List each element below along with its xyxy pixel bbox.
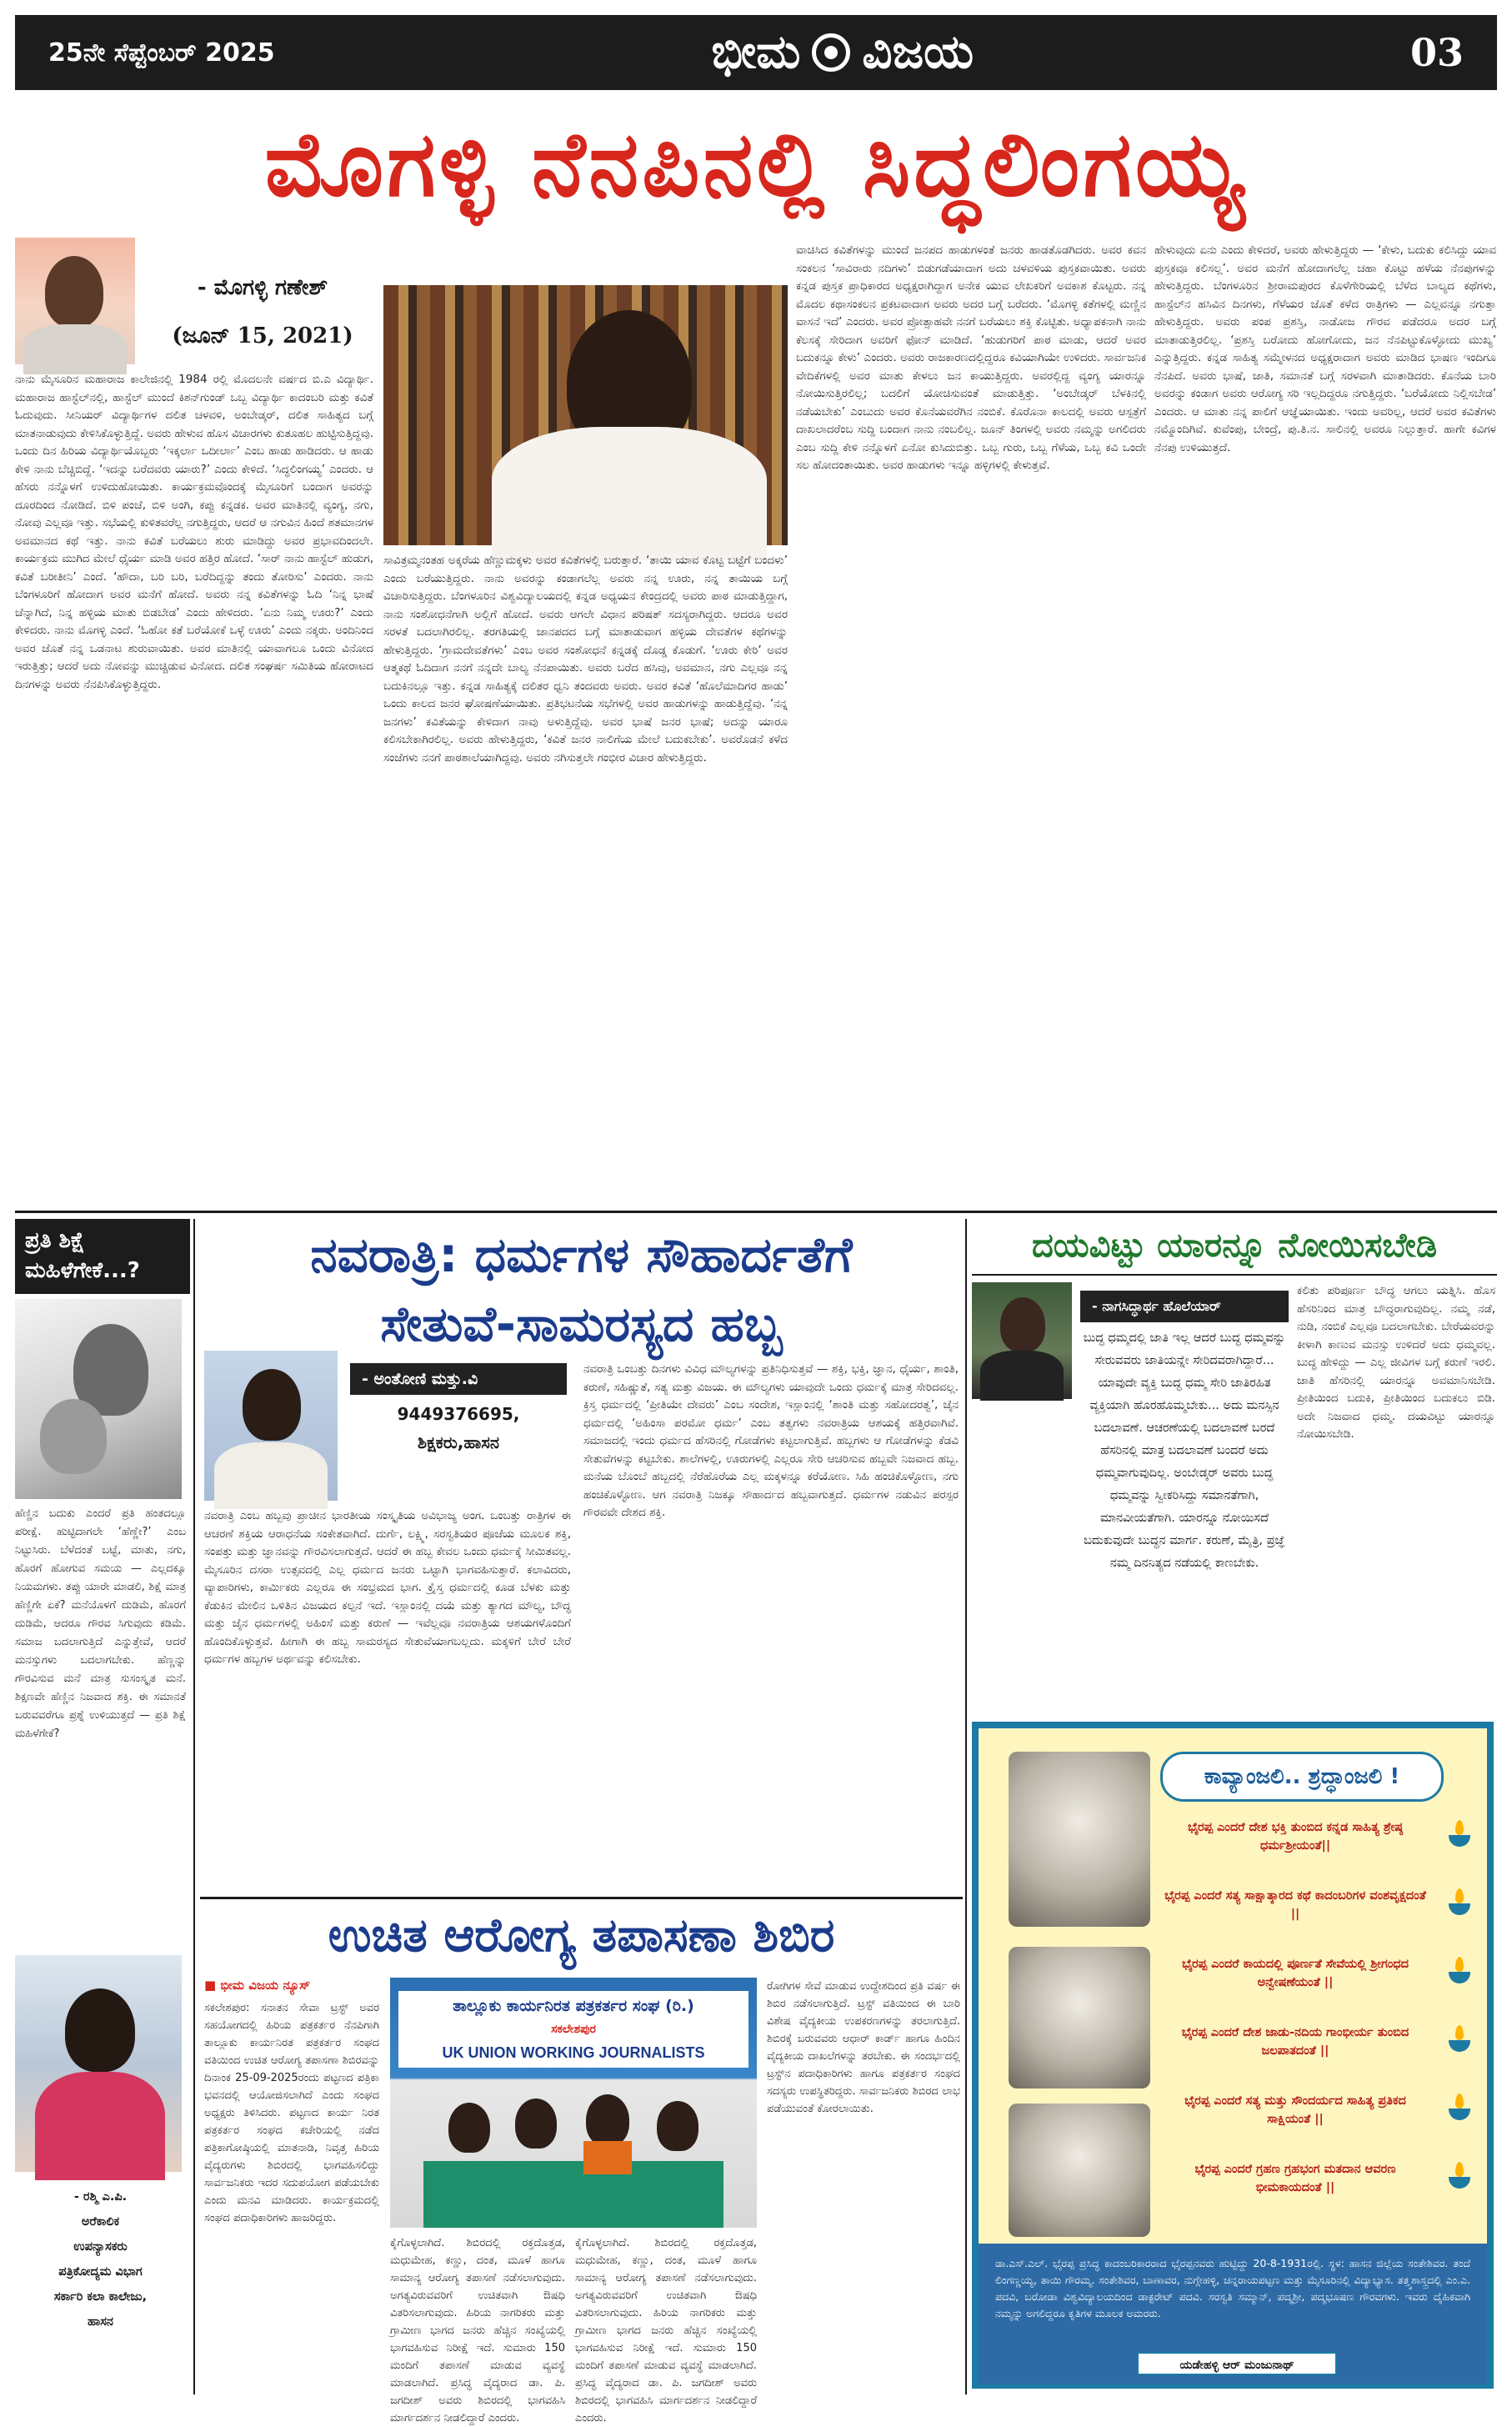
health-camp-column-2b (575, 2234, 757, 2424)
column-rule-right (965, 1219, 967, 2394)
press-meet-photo (390, 1978, 757, 2228)
navaratri-text-1: ನವರಾತ್ರಿ ಎಂಬ ಹಬ್ಬವು ಪ್ರಾಚೀನ ಭಾರತೀಯ ಸಂಸ್ಕೃತಿಯ ಅವಿಭಾಜ್ಯ ಅಂಗ. ಒಂಬತ್ತು ರಾತ್ರಿಗಳ ಈ ಆಚರಣೆ ಶಕ್ತಿಯ ಆರಾಧನೆಯ ಸಂಕೇತವಾಗಿದೆ. ದುರ್ಗೆ, ಲಕ್ಷ್ಮಿ, ಸರಸ್ವತಿಯರ ಪೂಜೆಯ ಮೂಲಕ ಶಕ್ತಿ, ಸಂಪತ್ತು ಮತ್ತು ಜ್ಞಾನವನ್ನು ಗೌರವಿಸಲಾಗುತ್ತದೆ. ಆದರೆ ಈ ಹಬ್ಬ ಕೇವಲ ಒಂದು ಧರ್ಮಕ್ಕೆ ಸೀಮಿತವಲ್ಲ. ಮೈಸೂರಿನ ದಸರಾ ಉತ್ಸವದಲ್ಲಿ ಎಲ್ಲ ಧರ್ಮದ ಜನರು ಒಟ್ಟಾಗಿ ಭಾಗವಹಿಸುತ್ತಾರೆ. ಕಲಾವಿದರು, ವ್ಯಾಪಾರಿಗಳು, ಕಾರ್ಮಿಕರು ಎಲ್ಲರೂ ಈ ಸಂಭ್ರಮದ ಭಾಗ. ಕ್ರೈಸ್ತ ಧರ್ಮದಲ್ಲಿ ಕೂಡ ಬೆಳಕು ಮತ್ತು ಕೆಡುಕಿನ ಮೇಲಿನ ಒಳಿತಿನ ವಿಜಯದ ಕಲ್ಪನೆ ಇದೆ. ಇಸ್ಲಾಂನಲ್ಲಿ ದಯೆ ಮತ್ತು ತ್ಯಾಗದ ಮೌಲ್ಯ, ಬೌದ್ಧ ಮತ್ತು ಜೈನ ಧರ್ಮಗಳಲ್ಲಿ ಅಹಿಂಸೆ ಮತ್ತು ಕರುಣೆ — ಇವೆಲ್ಲವೂ ನವರಾತ್ರಿಯ ಆಶಯಗಳೊಂದಿಗೆ ಹೊಂದಿಕೊಳ್ಳುತ್ತವೆ. ಹೀಗಾಗಿ ಈ ಹಬ್ಬ ಸಾಮರಸ್ಯದ ಸೇತುವೆಯಾಗಬಲ್ಲದು. ಮಕ್ಕಳಿಗೆ ಬೇರೆ ಬೇರೆ ಧರ್ಮಗಳ ಹಬ್ಬಗಳ ಅರ್ಥವನ್ನು ಕಲಿಸಬೇಕು. (204, 1509, 571, 1666)
lead-column-4 (1154, 242, 1496, 1205)
tribute-line-4: ಭೈರಪ್ಪ ಎಂದರೆ ದೇಶ ಜಾಡು-ನದಿಯ ಗಾಂಭೀರ್ಯ ತುಂಬಿದ ಜಲಪಾತದಂತೆ || (1181, 2026, 1409, 2058)
tribute-title: ಕಾವ್ಯಾಂಜಲಿ.. ಶ್ರದ್ಧಾಂಜಲಿ ! (1160, 1752, 1444, 1802)
health-camp-text-2: ಕೈಗೊಳ್ಳಲಾಗಿದೆ. ಶಿಬಿರದಲ್ಲಿ ರಕ್ತದೊತ್ತಡ, ಮಧುಮೇಹ, ಕಣ್ಣು, ದಂತ, ಮೂಳೆ ಹಾಗೂ ಸಾಮಾನ್ಯ ಆರೋಗ್ಯ ತಪಾಸಣೆ ನಡೆಸಲಾಗುವುದು. ಅಗತ್ಯವಿರುವವರಿಗೆ ಉಚಿತವಾಗಿ ಔಷಧಿ ವಿತರಿಸಲಾಗುವುದು. ಹಿರಿಯ ನಾಗರಿಕರು ಮತ್ತು ಗ್ರಾಮೀಣ ಭಾಗದ ಜನರು ಹೆಚ್ಚಿನ ಸಂಖ್ಯೆಯಲ್ಲಿ ಭಾಗವಹಿಸುವ ನಿರೀಕ್ಷೆ ಇದೆ. ಸುಮಾರು 150 ಮಂದಿಗೆ ತಪಾಸಣೆ ಮಾಡುವ ವ್ಯವಸ್ಥೆ ಮಾಡಲಾಗಿದೆ. ಪ್ರಸಿದ್ಧ ವೈದ್ಯರಾದ ಡಾ. ಪಿ. ಜಗದೀಶ್ ಅವರು ಶಿಬಿರದಲ್ಲಿ ಭಾಗವಹಿಸಿ ಮಾರ್ಗದರ್ಶನ ನೀಡಲಿದ್ದಾರೆ ಎಂದರು. (390, 2237, 565, 2424)
masthead (15, 15, 1497, 90)
lamp-icon (1449, 1820, 1470, 1853)
woman-text: ಹೆಣ್ಣಿನ ಬದುಕು ಎಂದರೆ ಪ್ರತಿ ಹಂತದಲ್ಲೂ ಪರೀಕ್ಷೆ. ಹುಟ್ಟಿದಾಗಲೇ ‘ಹೆಣ್ಣೇ?’ ಎಂಬ ನಿಟ್ಟುಸಿರು. ಬೆಳೆದಂತೆ ಬಟ್ಟೆ, ಮಾತು, ನಗು, ಹೊರಗೆ ಹೋಗುವ ಸಮಯ — ಎಲ್ಲದಕ್ಕೂ ನಿಯಮಗಳು. ತಪ್ಪು ಯಾರೇ ಮಾಡಲಿ, ಶಿಕ್ಷೆ ಮಾತ್ರ ಹೆಣ್ಣಿಗೇ ಏಕೆ? ಮನೆಯೊಳಗೆ ದುಡಿಮೆ, ಹೊರಗೆ ದುಡಿಮೆ, ಆದರೂ ಗೌರವ ಸಿಗುವುದು ಕಡಿಮೆ. ಸಮಾಜ ಬದಲಾಗುತ್ತಿದೆ ಎನ್ನುತ್ತೇವೆ, ಆದರೆ ಮನಸ್ಸುಗಳು ಬದಲಾಗಬೇಕು. ಹೆಣ್ಣನ್ನು ಗೌರವಿಸುವ ಮನೆ ಮಾತ್ರ ಸುಸಂಸ್ಕೃತ ಮನೆ. ಶಿಕ್ಷಣವೇ ಹೆಣ್ಣಿನ ನಿಜವಾದ ಶಕ್ತಿ. ಈ ಸಮಾನತೆ ಬರುವವರೆಗೂ ಪ್ರಶ್ನೆ ಉಳಿಯುತ್ತದೆ — ಪ್ರತಿ ಶಿಕ್ಷೆ ಮಹಿಳೆಗೇಕೆ? (15, 1507, 186, 1740)
woman-box-text (15, 1505, 186, 1947)
woman-box-heading (15, 1219, 190, 1294)
health-camp-column-3 (767, 1978, 960, 2391)
author-photo (15, 238, 135, 364)
chakra-icon (812, 33, 850, 72)
navaratri-column-2 (583, 1361, 959, 1891)
nagasiddartha-photo (972, 1282, 1072, 1399)
health-camp-text-3: ರೋಗಿಗಳ ಸೇವೆ ಮಾಡುವ ಉದ್ದೇಶದಿಂದ ಪ್ರತಿ ವರ್ಷ ಈ ಶಿಬಿರ ನಡೆಸಲಾಗುತ್ತಿದೆ. ಟ್ರಸ್ಟ್ ವತಿಯಿಂದ ಈ ಬಾರಿ ವಿಶೇಷ ವೈದ್ಯಕೀಯ ಉಪಕರಣಗಳನ್ನು ತರಲಾಗುತ್ತಿದೆ. ಶಿಬಿರಕ್ಕೆ ಬರುವವರು ಆಧಾರ್ ಕಾರ್ಡ್ ಹಾಗೂ ಹಿಂದಿನ ವೈದ್ಯಕೀಯ ದಾಖಲೆಗಳನ್ನು ತರಬೇಕು. ಈ ಸಂದರ್ಭದಲ್ಲಿ ಟ್ರಸ್ಟ್‌ನ ಪದಾಧಿಕಾರಿಗಳು ಹಾಗೂ ಪತ್ರಕರ್ತರ ಸಂಘದ ಸದಸ್ಯರು ಉಪಸ್ಥಿತರಿದ್ದರು. ಸಾರ್ವಜನಿಕರು ಶಿಬಿರದ ಲಾಭ ಪಡೆಯುವಂತೆ ಕೋರಲಾಯಿತು. (767, 1980, 960, 2115)
lead-date: (ಜೂನ್ 15, 2021) (172, 323, 353, 349)
health-camp-column-2 (390, 2234, 565, 2424)
navaratri-phone: 9449376695, (397, 1404, 520, 1424)
navaratri-role: ಶಿಕ್ಷಕರು,ಹಾಸನ (418, 1432, 499, 1452)
lead-text-3: ವಾಚಿಸಿದ ಕವಿತೆಗಳನ್ನು ಮುಂದೆ ಜನಪದ ಹಾಡುಗಳಂತೆ ಜನರು ಹಾಡತೊಡಗಿದರು. ಅವರ ಕವನ ಸಂಕಲನ ‘ಸಾವಿರಾರು ನದಿಗಳು’ ಬಿಡುಗಡೆಯಾದಾಗ ಅದು ಚಳವಳಿಯ ಪುಸ್ತಕವಾಯಿತು. ಅವರು ಕನ್ನಡ ಪುಸ್ತಕ ಪ್ರಾಧಿಕಾರದ ಅಧ್ಯಕ್ಷರಾಗಿದ್ದಾಗ ಅನೇಕ ಯುವ ಲೇಖಕರಿಗೆ ಅವಕಾಶ ಕೊಟ್ಟರು. ನನ್ನ ಮೊದಲ ಕಥಾಸಂಕಲನ ಪ್ರಕಟವಾದಾಗ ಅವರು ಅದರ ಬಗ್ಗೆ ಬರೆದರು. ‘ಮೊಗಳ್ಳಿ ಕತೆಗಳಲ್ಲಿ ಮಣ್ಣಿನ ವಾಸನೆ ಇದೆ’ ಎಂದರು. ಅವರ ಪ್ರೋತ್ಸಾಹವೇ ನನಗೆ ಬರೆಯಲು ಶಕ್ತಿ ಕೊಟ್ಟಿತು. ಅಧ್ಯಾಪಕನಾಗಿ ನಾನು ಕೆಲಸಕ್ಕೆ ಸೇರಿದಾಗ ಅವರಿಗೆ ಫೋನ್ ಮಾಡಿದೆ. ‘ಹುಡುಗರಿಗೆ ಪಾಠ ಮಾಡು, ಆದರೆ ಅವರ ಬದುಕನ್ನೂ ಕೇಳು’ ಎಂದರು. ಅವರು ರಾಜಕಾರಣದಲ್ಲಿದ್ದರೂ ಕವಿಯಾಗಿಯೇ ಉಳಿದರು. ಸಾರ್ವಜನಿಕ ವೇದಿಕೆಗಳಲ್ಲಿ ಅವರ ಮಾತು ಕೇಳಲು ಜನ ಕಾಯುತ್ತಿದ್ದರು. ಅವರಲ್ಲಿದ್ದ ವ್ಯಂಗ್ಯ ಯಾರನ್ನೂ ನೋಯಿಸುತ್ತಿರಲಿಲ್ಲ; ಬದಲಿಗೆ ಯೋಚಿಸುವಂತೆ ಮಾಡುತ್ತಿತ್ತು. ‘ಅಂಬೇಡ್ಕರ್ ಬೆಳಕಿನಲ್ಲಿ ನಡೆಯಬೇಕು’ ಎಂಬುದು ಅವರ ಕೊನೆಯವರೆಗಿನ ನಂಬಿಕೆ. ಕೊರೊನಾ ಕಾಲದಲ್ಲಿ ಅವರು ಆಸ್ಪತ್ರೆಗೆ ದಾಖಲಾದರೆಂಬ ಸುದ್ದಿ ಬಂದಾಗ ನಾನು ನಂಬಲಿಲ್ಲ. ಜೂನ್ ತಿಂಗಳಲ್ಲಿ ಅವರು ನಮ್ಮನ್ನು ಅಗಲಿದರು ಎಂಬ ಸುದ್ದಿ ಕೇಳಿ ನನ್ನೊಳಗೆ ಏನೋ ಕುಸಿದುಬಿತ್ತು. ಒಬ್ಬ ಗುರು, ಒಬ್ಬ ಗೆಳೆಯ, ಒಬ್ಬ ಕವಿ ಒಂದೇ ಸಲ ಹೋದಂತಾಯಿತು. ಅವರ ಹಾಡುಗಳು ಇನ್ನೂ ಹಳ್ಳಿಗಳಲ್ಲಿ ಕೇಳುತ್ತವೆ. (796, 243, 1146, 472)
antony-photo (204, 1351, 338, 1501)
lead-headline: ಮೊಗಳ್ಳಿ ನೆನಪಿನಲ್ಲಿ ಸಿದ್ಧಲಿಂಗಯ್ಯ (264, 113, 1248, 217)
health-camp-text-1: ಸಕಲೇಶಪುರ: ಸನಾತನ ಸೇವಾ ಟ್ರಸ್ಟ್ ಅವರ ಸಹಯೋಗದಲ್ಲಿ ಹಿರಿಯ ಪತ್ರಕರ್ತರ ನೆನಪಿಗಾಗಿ ತಾಲ್ಲೂಕು ಕಾರ್ಯನಿರತ ಪತ್ರಕರ್ತರ ಸಂಘದ ವತಿಯಿಂದ ಉಚಿತ ಆರೋಗ್ಯ ತಪಾಸಣಾ ಶಿಬಿರವನ್ನು ದಿನಾಂಕ 25-09-2025ರಂದು ಪಟ್ಟಣದ ಪತ್ರಿಕಾ ಭವನದಲ್ಲಿ ಆಯೋಜಿಸಲಾಗಿದೆ ಎಂದು ಸಂಘದ ಅಧ್ಯಕ್ಷರು ತಿಳಿಸಿದರು. ಪಟ್ಟಣದ ಕಾರ್ಯ ನಿರತ ಪತ್ರಕರ್ತರ ಸಂಘದ ಕಚೇರಿಯಲ್ಲಿ ನಡೆದ ಪತ್ರಿಕಾಗೋಷ್ಠಿಯಲ್ಲಿ ಮಾತನಾಡಿ, ನಿವೃತ್ತ ಹಿರಿಯ ವೈದ್ಯರುಗಳು ಶಿಬಿರದಲ್ಲಿ ಭಾಗವಹಿಸಲಿದ್ದು ಸಾರ್ವಜನಿಕರು ಇದರ ಸದುಪಯೋಗ ಪಡೆಯಬೇಕು ಎಂದು ಮನವಿ ಮಾಡಿದರು. ಕಾರ್ಯಕ್ರಮದಲ್ಲಿ ಸಂಘದ ಪದಾಧಿಕಾರಿಗಳು ಹಾಜರಿದ್ದರು. (204, 2002, 379, 2224)
tribute-line-2: ಭೈರಪ್ಪ ಎಂದರೆ ಸತ್ಯ ಸಾಕ್ಷಾತ್ಕಾರದ ಕಥೆ ಕಾದಂಬರಿಗಳ ವಂಶವೃಕ್ಷದಂತೆ || (1164, 1889, 1426, 1921)
bhyrappa-sketch-1 (1009, 1752, 1150, 1927)
dayavittu-author: - ನಾಗಸಿದ್ಧಾರ್ಥ ಹೊಲೆಯಾರ್ (1080, 1291, 1289, 1322)
press-banner-line2: ಸಕಲೇಶಪುರ (551, 2023, 596, 2036)
dayavittu-side-text: ಕಲಿತು ಪರಿಪೂರ್ಣ ಬೌದ್ಧ ಆಗಲು ಯತ್ನಿಸಿ. ಹೊಸ ಹೆಸರಿನಿಂದ ಮಾತ್ರ ಬೌದ್ಧರಾಗುವುದಿಲ್ಲ. ನಮ್ಮ ನಡೆ, ನುಡಿ, ನಂಬಿಕೆ ಎಲ್ಲವೂ ಬದಲಾಗಬೇಕು. ಬೇರೆಯವರನ್ನು ಕೀಳಾಗಿ ಕಾಣುವ ಮನಸ್ಸು ಉಳಿದರೆ ಅದು ಧಮ್ಮವಲ್ಲ. ಬುದ್ಧ ಹೇಳಿದ್ದು — ಎಲ್ಲ ಜೀವಿಗಳ ಬಗ್ಗೆ ಕರುಣೆ ಇರಲಿ. ಜಾತಿ ಹೆಸರಿನಲ್ಲಿ ಯಾರನ್ನೂ ಅವಮಾನಿಸಬೇಡಿ. ಪ್ರೀತಿಯಿಂದ ಬದುಕಿ, ಪ್ರೀತಿಯಿಂದ ಬದುಕಲು ಬಿಡಿ. ಅದೇ ನಿಜವಾದ ಧಮ್ಮ. ದಯವಿಟ್ಟು ಯಾರನ್ನೂ ನೋಯಿಸಬೇಡಿ. (1297, 1284, 1495, 1441)
woman-author-line6: ಹಾಸನ (88, 2315, 113, 2329)
issue-date: 25ನೇ ಸೆಪ್ಟೆಂಬರ್ 2025 (48, 38, 275, 68)
column-rule-left (193, 1219, 195, 2394)
title-left: ಭೀಮ (711, 25, 801, 79)
bhyrappa-sketch-3 (1009, 2104, 1150, 2237)
navaratri-author: - ಅಂತೋಣಿ ಮತ್ತು.ವಿ (350, 1363, 567, 1395)
woman-author-block (15, 2184, 186, 2334)
navaratri-bottom-rule (200, 1897, 963, 1899)
dayavittu-headline: ದಯವಿಟ್ಟು ಯಾರನ್ನೂ ನೋಯಿಸಬೇಡಿ (1031, 1226, 1438, 1265)
bhyrappa-sketch-2 (1009, 1947, 1150, 2089)
lamp-icon (1449, 1888, 1470, 1922)
title-right: ವಿಜಯ (862, 25, 974, 79)
tribute-line-3: ಭೈರಪ್ಪ ಎಂದರೆ ಕಾಯದಲ್ಲಿ ಪೂರ್ಣತೆ ಸೇವೆಯಲ್ಲಿ ಶ್ರೀಗಂಧದ ಅನ್ವೇಷಣೆಯಂತೆ || (1182, 1958, 1409, 1989)
health-camp-text-2b: ಕೈಗೊಳ್ಳಲಾಗಿದೆ. ಶಿಬಿರದಲ್ಲಿ ರಕ್ತದೊತ್ತಡ, ಮಧುಮೇಹ, ಕಣ್ಣು, ದಂತ, ಮೂಳೆ ಹಾಗೂ ಸಾಮಾನ್ಯ ಆರೋಗ್ಯ ತಪಾಸಣೆ ನಡೆಸಲಾಗುವುದು. ಅಗತ್ಯವಿರುವವರಿಗೆ ಉಚಿತವಾಗಿ ಔಷಧಿ ವಿತರಿಸಲಾಗುವುದು. ಹಿರಿಯ ನಾಗರಿಕರು ಮತ್ತು ಗ್ರಾಮೀಣ ಭಾಗದ ಜನರು ಹೆಚ್ಚಿನ ಸಂಖ್ಯೆಯಲ್ಲಿ ಭಾಗವಹಿಸುವ ನಿರೀಕ್ಷೆ ಇದೆ. ಸುಮಾರು 150 ಮಂದಿಗೆ ತಪಾಸಣೆ ಮಾಡುವ ವ್ಯವಸ್ಥೆ ಮಾಡಲಾಗಿದೆ. ಪ್ರಸಿದ್ಧ ವೈದ್ಯರಾದ ಡಾ. ಪಿ. ಜಗದೀಶ್ ಅವರು ಶಿಬಿರದಲ್ಲಿ ಭಾಗವಹಿಸಿ ಮಾರ್ಗದರ್ಶನ ನೀಡಲಿದ್ದಾರೆ ಎಂದರು. (575, 2237, 757, 2424)
lamp-icon (1449, 2094, 1470, 2127)
lamp-icon (1449, 2025, 1470, 2058)
tribute-line-5: ಭೈರಪ್ಪ ಎಂದರೆ ಸತ್ಯ ಮತ್ತು ಸೌಂದರ್ಯದ ಸಾಹಿತ್ಯ ಪ್ರತಿಕದ ಸಾಕ್ಷಿಯಂತೆ || (1184, 2094, 1406, 2126)
woman-heading-line2: ಮಹಿಳೆಗೇಕೆ...? (25, 1258, 140, 1283)
dayavittu-poem-text: ಬುದ್ಧ ಧಮ್ಮದಲ್ಲಿ ಜಾತಿ ಇಲ್ಲ ಆದರೆ ಬುದ್ಧ ಧಮ್ಮವನ್ನು ಸೇರುವವರು ಜಾತಿಯನ್ನೇ ಸೇರಿದವರಾಗಿದ್ದಾರೆ... ಯಾವುದೇ ವ್ಯಕ್ತಿ ಬುದ್ಧ ಧಮ್ಮ ಸೇರಿ ಜಾತಿರಹಿತ ವ್ಯಕ್ತಿಯಾಗಿ ಹೊರಹೊಮ್ಮಬೇಕು... ಅದು ಮನಸ್ಸಿನ ಬದಲಾವಣೆ. ಆಚರಣೆಯಲ್ಲಿ ಬದಲಾವಣೆ ಬರದೆ ಹೆಸರಿನಲ್ಲಿ ಮಾತ್ರ ಬದಲಾವಣೆ ಬಂದರೆ ಅದು ಧಮ್ಮವಾಗುವುದಿಲ್ಲ. ಅಂಬೇಡ್ಕರ್ ಅವರು ಬುದ್ಧ ಧಮ್ಮವನ್ನು ಸ್ವೀಕರಿಸಿದ್ದು ಸಮಾನತೆಗಾಗಿ, ಮಾನವೀಯತೆಗಾಗಿ. ಯಾರನ್ನೂ ನೋಯಿಸದೆ ಬದುಕುವುದೇ ಬುದ್ಧನ ಮಾರ್ಗ. ಕರುಣೆ, ಮೈತ್ರಿ, ಪ್ರಜ್ಞೆ ನಮ್ಮ ದಿನನಿತ್ಯದ ನಡೆಯಲ್ಲಿ ಕಾಣಬೇಕು. (1083, 1331, 1286, 1570)
press-speaker-shirt (583, 2141, 632, 2174)
press-table (423, 2161, 723, 2228)
page-number: 03 (1409, 30, 1464, 75)
woman-heading-line1: ಪ್ರತಿ ಶಿಕ್ಷೆ (25, 1228, 85, 1253)
lead-author: - ಮೊಗಳ್ಳಿ ಗಣೇಶ್ (197, 275, 328, 300)
lead-column-3 (796, 242, 1146, 1205)
dayavittu-poem (1080, 1327, 1289, 1715)
lead-text-2: ಸಾವಿತ್ರಮ್ಮನಂತಹ ಅಕ್ಕರೆಯ ಹೆಣ್ಣುಮಕ್ಕಳು ಅವರ ಕವಿತೆಗಳಲ್ಲಿ ಬರುತ್ತಾರೆ. ‘ತಾಯಿ ಯಾವ ಕೊಟ್ಟ ಬಟ್ಟೆಗೆ ಬಂದಳು’ ಎಂದು ಬರೆಯುತ್ತಿದ್ದರು. ನಾನು ಅವರನ್ನು ಕಂಡಾಗಲೆಲ್ಲ ಅವರು ನನ್ನ ಊರು, ನನ್ನ ತಾಯಿಯ ಬಗ್ಗೆ ವಿಚಾರಿಸುತ್ತಿದ್ದರು. ಬೆಂಗಳೂರಿನ ವಿಶ್ವವಿದ್ಯಾಲಯದಲ್ಲಿ ಕನ್ನಡ ಅಧ್ಯಯನ ಕೇಂದ್ರದಲ್ಲಿ ಅವರು ಪಾಠ ಮಾಡುತ್ತಿದ್ದಾಗ, ನಾನು ಸಂಶೋಧನೆಗಾಗಿ ಅಲ್ಲಿಗೆ ಹೋದೆ. ಅವರು ಆಗಲೇ ವಿಧಾನ ಪರಿಷತ್ ಸದಸ್ಯರಾಗಿದ್ದರು. ಆದರೂ ಅವರ ಸರಳತೆ ಬದಲಾಗಿರಲಿಲ್ಲ. ತರಗತಿಯಲ್ಲಿ ಜಾನಪದದ ಬಗ್ಗೆ ಮಾತಾಡುವಾಗ ಹಳ್ಳಿಯ ದೇವತೆಗಳ ಕಥೆಗಳನ್ನು ಹೇಳುತ್ತಿದ್ದರು. ‘ಗ್ರಾಮದೇವತೆಗಳು’ ಎಂಬ ಅವರ ಸಂಶೋಧನೆ ಕನ್ನಡಕ್ಕೆ ದೊಡ್ಡ ಕೊಡುಗೆ. ‘ಊರು ಕೇರಿ’ ಅವರ ಆತ್ಮಕಥೆ ಓದಿದಾಗ ನನಗೆ ನನ್ನದೇ ಬಾಲ್ಯ ನೆನಪಾಯಿತು. ಅವರು ಬರೆದ ಹಸಿವು, ಅವಮಾನ, ನಗು ಎಲ್ಲವೂ ನನ್ನ ಬದುಕಿನಲ್ಲೂ ಇತ್ತು. ಕನ್ನಡ ಸಾಹಿತ್ಯಕ್ಕೆ ದಲಿತರ ಧ್ವನಿ ತಂದವರು ಅವರು. ಅವರ ಕವಿತೆ ‘ಹೊಲೆಮಾದಿಗರ ಹಾಡು’ ಒಂದು ಕಾಲದ ಜನರ ಘೋಷಣೆಯಾಯಿತು. ಪ್ರತಿಭಟನೆಯ ಸಭೆಗಳಲ್ಲಿ ಅವರ ಹಾಡುಗಳನ್ನು ಹಾಡುತ್ತಿದ್ದೆವು. ‘ನನ್ನ ಜನಗಳು’ ಕವಿತೆಯನ್ನು ಕೇಳಿದಾಗ ನಾವು ಅಳುತ್ತಿದ್ದೆವು. ಅವರ ಭಾಷೆ ಜನರ ಭಾಷೆ; ಅದನ್ನು ಯಾರೂ ಕಲಿಸಬೇಕಾಗಿರಲಿಲ್ಲ. ಅವರು ಹೇಳುತ್ತಿದ್ದರು, ‘ಕವಿತೆ ಜನರ ನಾಲಿಗೆಯ ಮೇಲೆ ಬದುಕಬೇಕು’. ಅವರೊಡನೆ ಕಳೆದ ಸಂಜೆಗಳು ನನಗೆ ಪಾಠಶಾಲೆಯಾಗಿದ್ದವು. ಅವರು ನಗಿಸುತ್ತಲೇ ಗಂಭೀರ ವಿಚಾರ ಹೇಳುತ್ತಿದ್ದರು. (383, 554, 788, 765)
lead-column-1 (15, 371, 373, 1205)
newspaper-title (711, 25, 974, 80)
tribute-bio-text: ಡಾ.ಎಸ್.ಎಲ್. ಭೈರಪ್ಪ ಪ್ರಸಿದ್ಧ ಕಾದಂಬರಿಕಾರರಾದ ಭೈರಪ್ಪನವರು ಹುಟ್ಟಿದ್ದು 20-8-1931ರಲ್ಲಿ. ಸ್ಥಳ: ಹಾಸನ ಜಿಲ್ಲೆಯ ಸಂತೇಶಿವರ. ತಂದೆ ಲಿಂಗಣ್ಣಯ್ಯ, ತಾಯಿ ಗೌರಮ್ಮ. ಸಂತೇಶಿವರ, ಬಾಣಾವರ, ನುಗ್ಗೇಹಳ್ಳಿ, ಚನ್ನರಾಯಪಟ್ಟಣ ಮತ್ತು ಮೈಸೂರಿನಲ್ಲಿ ವಿದ್ಯಾಭ್ಯಾಸ. ತತ್ತ್ವಶಾಸ್ತ್ರದಲ್ಲಿ ಎಂ.ಎ. ಪದವಿ, ಬರೋಡಾ ವಿಶ್ವವಿದ್ಯಾಲಯದಿಂದ ಡಾಕ್ಟರೇಟ್ ಪದವಿ. ಸರಸ್ವತಿ ಸಮ್ಮಾನ್, ಪದ್ಮಶ್ರೀ, ಪದ್ಮಭೂಷಣ ಗೌರವಗಳು. ಇವರು ದೈಹಿಕವಾಗಿ ನಮ್ಮನ್ನು ಅಗಲಿದ್ದರೂ ಕೃತಿಗಳ ಮೂಲಕ ಅಮರರು. (995, 2257, 1470, 2319)
woman-author-line5: ಸರ್ಕಾರಿ ಕಲಾ ಕಾಲೇಜು, (53, 2290, 148, 2304)
section-divider (15, 1211, 1497, 1213)
lamp-icon (1449, 2162, 1470, 2195)
woman-author-line4: ಪತ್ರಿಕೋದ್ಯಮ ವಿಭಾಗ (58, 2265, 143, 2279)
tribute-line-6: ಭೈರಪ್ಪ ಎಂದರೆ ಗ್ರಹಣ ಗ್ರಹಭಂಗ ಮತದಾನ ಆವರಣ ಭೀಮಕಾಯದಂತೆ || (1194, 2163, 1396, 2194)
navaratri-headline-2: ಸೇತುವೆ-ಸಾಮರಸ್ಯದ ಹಬ್ಬ (380, 1296, 783, 1352)
siddalingaiah-photo (383, 285, 788, 545)
tribute-signature: ಯಡೇಹಳ್ಳಿ ಆರ್ ಮಂಜುನಾಥ್ (1137, 2352, 1337, 2375)
navaratri-headline-1: ನವರಾತ್ರಿ: ಧರ್ಮಗಳ ಸೌಹಾರ್ದತೆಗೆ (310, 1226, 853, 1283)
press-banner-line3: UK UNION WORKING JOURNALISTS (442, 2044, 705, 2061)
lead-text-4: ಹೇಳುವುದು ಏನು ಎಂದು ಕೇಳಿದರೆ, ಅವರು ಹೇಳುತ್ತಿದ್ದರು — ‘ಕೇಳು, ಬದುಕು ಕಲಿಸಿದ್ದು ಯಾವ ಪುಸ್ತಕವೂ ಕಲಿಸಲ್ಲ’. ಅವರ ಮನೆಗೆ ಹೋದಾಗಲೆಲ್ಲ ಚಹಾ ಕೊಟ್ಟು ಹಳೆಯ ನೆನಪುಗಳನ್ನು ಹೇಳುತ್ತಿದ್ದರು. ಬೆಂಗಳೂರಿನ ಶ್ರೀರಾಮಪುರದ ಕೊಳೆಗೇರಿಯಲ್ಲಿ ಬೆಳೆದ ಬಾಲ್ಯದ ಕಥೆಗಳು, ಹಾಸ್ಟೆಲ್‌ನ ಹಸಿವಿನ ದಿನಗಳು, ಗೆಳೆಯರ ಜೊತೆ ಕಳೆದ ರಾತ್ರಿಗಳು — ಎಲ್ಲವನ್ನೂ ನಗುತ್ತಾ ಹೇಳುತ್ತಿದ್ದರು. ಅವರು ಪಂಪ ಪ್ರಶಸ್ತಿ, ನಾಡೋಜ ಗೌರವ ಪಡೆದರೂ ಅದರ ಬಗ್ಗೆ ಮಾತಾಡುತ್ತಿರಲಿಲ್ಲ. ‘ಪ್ರಶಸ್ತಿ ಬರೋದು ಹೋಗೋದು, ಜನ ನೆನಪಿಟ್ಟುಕೊಳ್ಳೋದು ಮುಖ್ಯ’ ಎನ್ನುತ್ತಿದ್ದರು. ಕನ್ನಡ ಸಾಹಿತ್ಯ ಸಮ್ಮೇಳನದ ಅಧ್ಯಕ್ಷರಾದಾಗ ಅವರು ಮಾಡಿದ ಭಾಷಣ ಇಂದಿಗೂ ನೆನಪಿದೆ. ಅವರು ಭಾಷೆ, ಜಾತಿ, ಸಮಾನತೆ ಬಗ್ಗೆ ಸರಳವಾಗಿ ಮಾತಾಡಿದರು. ಕೊನೆಯ ಬಾರಿ ಅವರನ್ನು ಕಂಡಾಗ ಅವರು ಆರೋಗ್ಯ ಸರಿ ಇಲ್ಲದಿದ್ದರೂ ನಗುತ್ತಿದ್ದರು. ‘ಬರೆಯೋದು ನಿಲ್ಲಿಸಬೇಡ’ ಎಂದರು. ಆ ಮಾತು ನನ್ನ ಪಾಲಿಗೆ ಆಜ್ಞೆಯಾಯಿತು. ಇಂದು ಅವರಿಲ್ಲ, ಆದರೆ ಅವರ ಕವಿತೆಗಳು ನಮ್ಮೊಂದಿಗಿವೆ. ಕುವೆಂಪು, ಬೇಂದ್ರೆ, ಪು.ತಿ.ನ. ಸಾಲಿನಲ್ಲಿ ಅವರೂ ನಿಲ್ಲುತ್ತಾರೆ. ಹಾಗೇ ಕವಿಗಳ ನೆನಪು ಉಳಿಯುತ್ತದೆ. (1154, 243, 1496, 454)
health-camp-column-1 (204, 1999, 379, 2391)
dayavittu-rule (972, 1274, 1497, 1276)
navaratri-text-2: ನವರಾತ್ರಿ ಒಂಬತ್ತು ದಿನಗಳು ವಿವಿಧ ಮೌಲ್ಯಗಳನ್ನು ಪ್ರತಿನಿಧಿಸುತ್ತವೆ — ಶಕ್ತಿ, ಭಕ್ತಿ, ಜ್ಞಾನ, ಧೈರ್ಯ, ಶಾಂತಿ, ಕರುಣೆ, ಸಹಿಷ್ಣುತೆ, ಸತ್ಯ ಮತ್ತು ವಿಜಯ. ಈ ಮೌಲ್ಯಗಳು ಯಾವುದೇ ಒಂದು ಧರ್ಮಕ್ಕೆ ಮಾತ್ರ ಸೇರಿದವಲ್ಲ. ಕ್ರಿಸ್ತ ಧರ್ಮದಲ್ಲಿ ‘ಪ್ರೀತಿಯೇ ದೇವರು’ ಎಂಬ ಸಂದೇಶ, ಇಸ್ಲಾಂನಲ್ಲಿ ‘ಶಾಂತಿ ಮತ್ತು ಸಹೋದರತ್ವ’, ಜೈನ ಧರ್ಮದಲ್ಲಿ ‘ಅಹಿಂಸಾ ಪರಮೋ ಧರ್ಮ’ ಎಂಬ ತತ್ವಗಳು ನವರಾತ್ರಿಯ ಆಶಯಕ್ಕೆ ಹತ್ತಿರವಾಗಿವೆ. ಸಮಾಜದಲ್ಲಿ ಇಂದು ಧರ್ಮದ ಹೆಸರಿನಲ್ಲಿ ಗೋಡೆಗಳು ಕಟ್ಟಲಾಗುತ್ತಿವೆ. ಹಬ್ಬಗಳು ಆ ಗೋಡೆಗಳನ್ನು ಕೆಡವಿ ಸೇತುವೆಗಳನ್ನು ಕಟ್ಟಬೇಕು. ಶಾಲೆಗಳಲ್ಲಿ, ಊರುಗಳಲ್ಲಿ ಎಲ್ಲರೂ ಸೇರಿ ಆಚರಿಸುವ ಹಬ್ಬವೇ ನಿಜವಾದ ಹಬ್ಬ. ಮನೆಯ ಬೊಂಬೆ ಹಬ್ಬದಲ್ಲಿ ನೆರೆಹೊರೆಯ ಎಲ್ಲ ಮಕ್ಕಳನ್ನೂ ಕರೆಯೋಣ. ಸಿಹಿ ಹಂಚಿಕೊಳ್ಳೋಣ, ನಗು ಹಂಚಿಕೊಳ್ಳೋಣ. ಆಗ ನವರಾತ್ರಿ ನಿಜಕ್ಕೂ ಸೌಹಾರ್ದದ ಹಬ್ಬವಾಗುತ್ತದೆ. ಧರ್ಮಗಳ ನಡುವಿನ ಪರಸ್ಪರ ಗೌರವವೇ ದೇಶದ ಶಕ್ತಿ. (583, 1362, 959, 1519)
woman-author-line2: ಅರೆಕಾಲಿಕ (81, 2215, 120, 2229)
lamp-icon (1449, 1957, 1470, 1990)
lead-text-1: ನಾನು ಮೈಸೂರಿನ ಮಹಾರಾಜ ಕಾಲೇಜಿನಲ್ಲಿ 1984 ರಲ್ಲಿ ಮೊದಲನೇ ವರ್ಷದ ಬಿ.ಎ ವಿದ್ಯಾರ್ಥಿ. ಮಹಾರಾಜ ಹಾಸ್ಟೆಲ್‌ನಲ್ಲಿ, ಹಾಸ್ಟೆಲ್ ಮುಂದೆ ಕಿಶನ್‌ಗುಂಡ್ ಒಬ್ಬ ವಿದ್ಯಾರ್ಥಿ ಕಾದಂಬರಿ ಮತ್ತು ಕವಿತೆ ಓದುವುದು. ಸೀನಿಯರ್ ವಿದ್ಯಾರ್ಥಿಗಳ ದಲಿತ ಚಳವಳಿ, ಅಂಬೇಡ್ಕರ್, ದಲಿತ ಸಾಹಿತ್ಯದ ಬಗ್ಗೆ ಮಾತನಾಡುವುದು ಕೇಳಿಸಿಕೊಳ್ಳುತ್ತಿದ್ದೆ. ಅವರು ಹೇಳುವ ಹೊಸ ವಿಚಾರಗಳು ಕುತೂಹಲ ಹುಟ್ಟಿಸುತ್ತಿದ್ದವು. ಒಂದು ದಿನ ಹಿರಿಯ ವಿದ್ಯಾರ್ಥಿಯೊಬ್ಬರು ‘ಇಕ್ಕರ್ಲಾ ಒದೀರ್ಲಾ’ ಎಂಬ ಹಾಡು ಹಾಡಿದರು. ಆ ಹಾಡು ಕೇಳಿ ನಾನು ಬೆಚ್ಚಿಬಿದ್ದೆ. ‘ಇದನ್ನು ಬರೆದವರು ಯಾರು?’ ಎಂದು ಕೇಳಿದೆ. ‘ಸಿದ್ಧಲಿಂಗಯ್ಯ’ ಎಂದರು. ಆ ಹೆಸರು ನನ್ನೊಳಗೆ ಉಳಿದುಹೋಯಿತು. ಕಾರ್ಯಕ್ರಮವೊಂದಕ್ಕೆ ಮೈಸೂರಿಗೆ ಬಂದಾಗ ಅವರನ್ನು ದೂರದಿಂದ ನೋಡಿದೆ. ಬಿಳಿ ಪಂಚೆ, ಬಿಳಿ ಅಂಗಿ, ಕಪ್ಪು ಕನ್ನಡಕ. ಅವರ ಮಾತಿನಲ್ಲಿ ವ್ಯಂಗ್ಯ, ನಗು, ನೋವು ಎಲ್ಲವೂ ಇತ್ತು. ಸಭೆಯಲ್ಲಿ ಕುಳಿತವರೆಲ್ಲ ನಗುತ್ತಿದ್ದರು, ಆದರೆ ಆ ನಗುವಿನ ಹಿಂದೆ ಶತಮಾನಗಳ ಅವಮಾನದ ಕಥೆ ಇತ್ತು. ನಾನು ಕವಿತೆ ಬರೆಯಲು ಶುರು ಮಾಡಿದ್ದು ಅವರ ಪ್ರಭಾವದಿಂದಲೇ. ಕಾರ್ಯಕ್ರಮ ಮುಗಿದ ಮೇಲೆ ಧೈರ್ಯ ಮಾಡಿ ಅವರ ಹತ್ತಿರ ಹೋದೆ. ‘ಸಾರ್ ನಾನು ಹಾಸ್ಟೆಲ್ ಹುಡುಗ, ಕವಿತೆ ಬರೀತೀನಿ’ ಎಂದೆ. ‘ಹೌದಾ, ಬರಿ ಬರಿ, ಬರೆದಿದ್ದನ್ನು ತಂದು ತೋರಿಸು’ ಎಂದರು. ನಾನು ಬೆಂಗಳೂರಿಗೆ ಹೋದಾಗ ಅವರ ಮನೆಗೆ ಹೋದೆ. ಅವರು ನನ್ನ ಕವಿತೆಗಳನ್ನು ಓದಿ ‘ನಿನ್ನ ಭಾಷೆ ಚೆನ್ನಾಗಿದೆ, ನಿನ್ನ ಹಳ್ಳಿಯ ಮಾತು ಬಿಡಬೇಡ’ ಎಂದು ಹೇಳಿದರು. ‘ಏನು ನಿಮ್ಮ ಊರು?’ ಎಂದು ಕೇಳಿದರು. ನಾನು ಮೊಗಳ್ಳಿ ಎಂದೆ. ‘ಓಹೋ ಕತೆ ಬರೆಯೋಕೆ ಒಳ್ಳೆ ಊರು’ ಎಂದು ನಕ್ಕರು. ಅಂದಿನಿಂದ ಅವರ ಜೊತೆ ನನ್ನ ಒಡನಾಟ ಶುರುವಾಯಿತು. ಅವರ ಮಾತಿನಲ್ಲಿ ಯಾವಾಗಲೂ ಒಂದು ವಿನೋದ ಇರುತ್ತಿತ್ತು; ಆದರೆ ಅದು ನೋವನ್ನು ಮುಚ್ಚಿಡುವ ವಿನೋದ. ದಲಿತ ಸಂಘರ್ಷ ಸಮಿತಿಯ ಹೋರಾಟದ ದಿನಗಳನ್ನು ಅವರು ನೆನಪಿಸಿಕೊಳ್ಳುತ್ತಿದ್ದರು. (15, 373, 373, 691)
health-camp-headline: ಉಚಿತ ಆರೋಗ್ಯ ತಪಾಸಣಾ ಶಿಬಿರ (328, 1908, 835, 1963)
dayavittu-side-column (1297, 1282, 1495, 1715)
lead-column-2 (383, 552, 788, 1205)
health-camp-source: ■ ಭೀಮ ವಿಜಯ ನ್ಯೂಸ್ (204, 1978, 311, 1993)
woman-author-name: - ರಶ್ಮಿ ಎ.ಪಿ. (73, 2190, 128, 2204)
rashmi-photo (15, 1955, 182, 2172)
press-banner-line1: ತಾಲ್ಲೂಕು ಕಾರ್ಯನಿರತ ಪತ್ರಕರ್ತರ ಸಂಘ (ರಿ.) (453, 1997, 694, 2015)
woman-author-line3: ಉಪನ್ಯಾಸಕರು (73, 2240, 128, 2254)
press-banner (398, 1991, 748, 2068)
mother-child-photo (15, 1299, 182, 1499)
tribute-poster (972, 1722, 1494, 2389)
tribute-line-1: ಭೈರಪ್ಪ ಎಂದರೆ ದೇಶ ಭಕ್ತಿ ತುಂಬಿದ ಕನ್ನಡ ಸಾಹಿತ್ಯ ಶ್ರೇಷ್ಠ ಧರ್ಮಶ್ರೀಯಂತೆ|| (1188, 1821, 1403, 1853)
navaratri-column-1 (204, 1507, 571, 1891)
